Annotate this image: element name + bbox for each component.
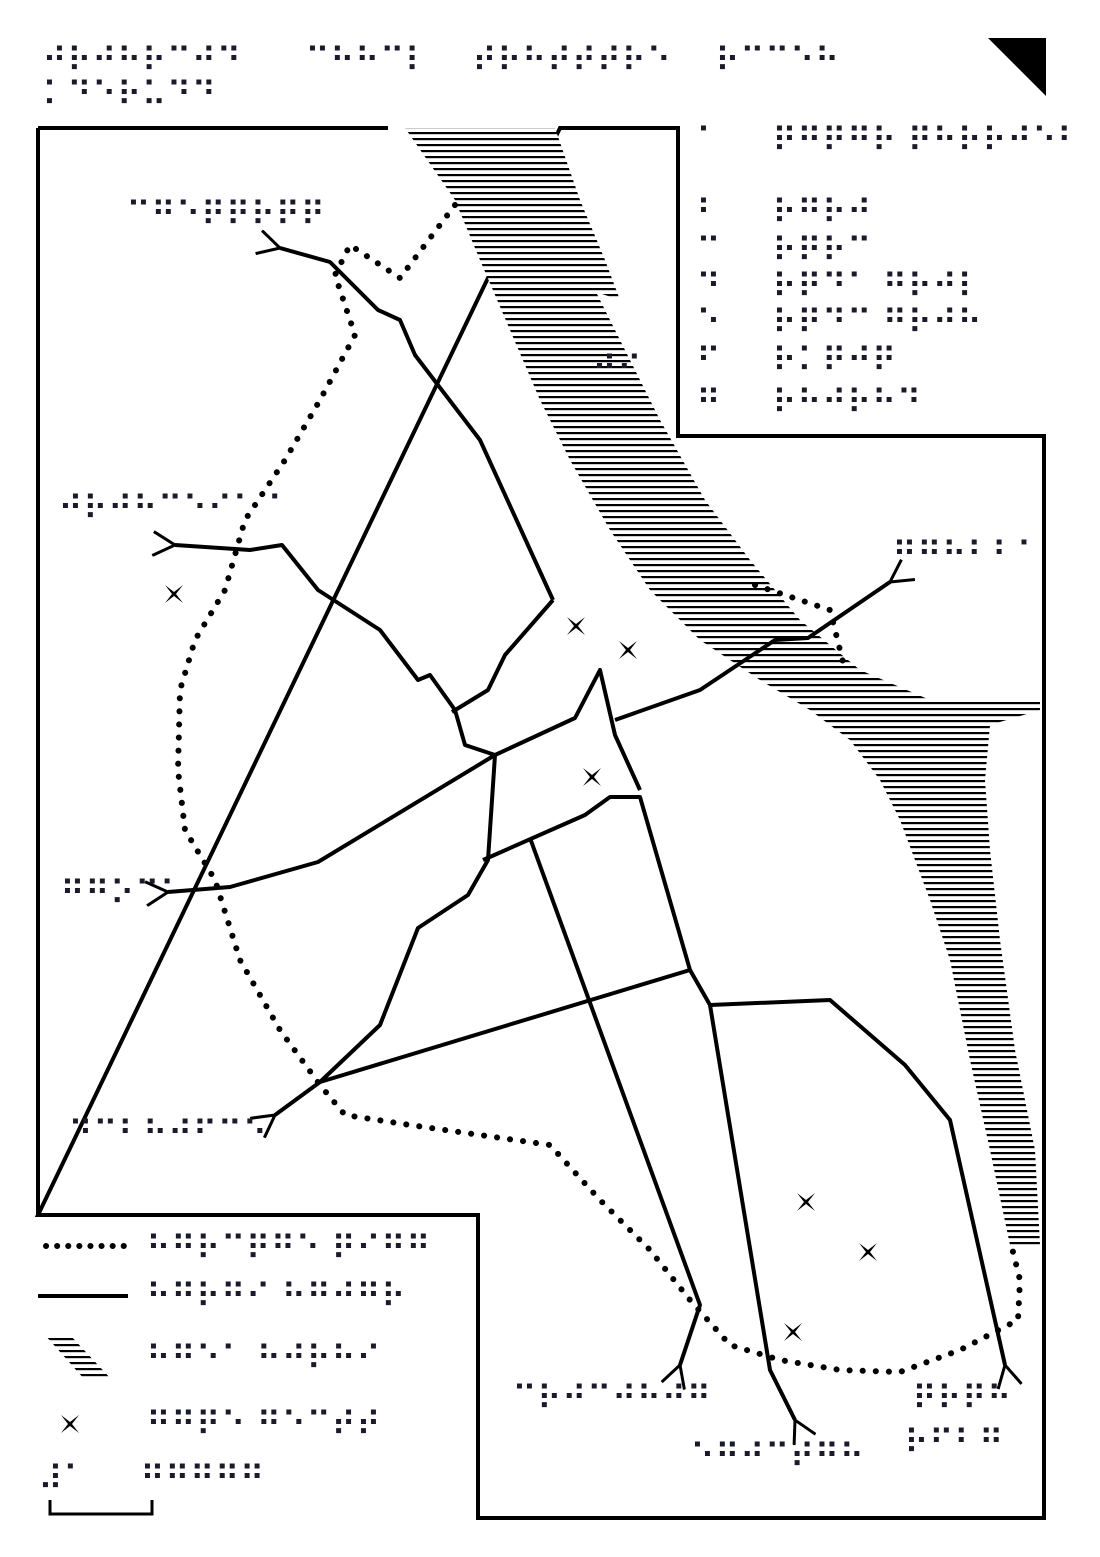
- road-label-south-east: ⠟⠗⠟⠓: [912, 1379, 1012, 1419]
- legend-scale-label: ⠼⠁: [38, 1459, 88, 1499]
- road-west-upper-line: [175, 545, 495, 755]
- key-prefix: ⠙: [696, 267, 721, 307]
- road-spur: [452, 600, 553, 712]
- landmark-icon: [784, 1323, 802, 1341]
- road-label-east: ⠛⠛⠓⠃⠃⠁: [892, 535, 1042, 575]
- key-prefix: ⠋: [696, 341, 721, 381]
- road-west-middle-line: [168, 755, 495, 892]
- key-text: ⠗⠓⠚⠗⠓⠙: [772, 383, 922, 423]
- legend-text: ⠓⠛⠗⠉⠟⠛⠑ ⠟⠊⠛⠛: [146, 1229, 431, 1269]
- landmark-icon: [567, 617, 585, 635]
- title-line-1: ⠚⠗⠚⠓⠗⠉⠚⠙: [42, 41, 242, 81]
- road-sw-diagonal: [320, 970, 690, 1082]
- title-line-1: ⠞⠗⠓⠞⠞⠞⠗⠑: [472, 41, 672, 81]
- road-label-west-middle: ⠛⠛⠕⠉⠁: [60, 874, 185, 914]
- title-line-1: ⠗⠉⠉⠑⠓: [715, 41, 840, 81]
- key-prefix: ⠃: [696, 193, 721, 233]
- legend: [38, 1229, 431, 1514]
- road-label-north-west: ⠉⠛⠑⠟⠟⠗⠟⠟: [126, 195, 326, 235]
- key-prefix: ⠁: [696, 121, 721, 161]
- river-label: ⠚⠊: [592, 349, 642, 389]
- landmark-icon: [859, 1243, 877, 1261]
- road-label-south: ⠉⠗⠚⠉⠚⠓⠚⠛: [512, 1379, 712, 1419]
- road-south-center-line: [710, 1005, 795, 1420]
- legend-river-symbol: [45, 1335, 112, 1380]
- key-text: ⠗⠟⠗⠉: [772, 231, 872, 271]
- landmark-icon: [797, 1193, 815, 1211]
- road-label-south-east: ⠗⠋⠃⠛: [904, 1423, 1004, 1463]
- key-text: ⠗⠛⠗⠚: [772, 193, 872, 233]
- road-south-east-line: [710, 1000, 1005, 1365]
- key-prefix: ⠑: [696, 303, 721, 343]
- key-prefix: ⠛: [696, 383, 721, 423]
- key-block: [696, 121, 1082, 423]
- landmarks: [165, 585, 877, 1341]
- legend-scale-bar: [50, 1500, 152, 1514]
- title-line-1: ⠉⠓⠓⠉⠇: [305, 41, 430, 81]
- landmark-icon: [583, 768, 601, 786]
- landmark-icon: [165, 585, 183, 603]
- key-text: ⠗⠟⠙⠁ ⠛⠗⠚⠇: [772, 267, 983, 307]
- road-label-south-west: ⠙⠉⠃⠓⠚⠋⠉⠑: [68, 1114, 268, 1154]
- road-label-south-center: ⠑⠛⠚⠉⠞⠛⠓: [690, 1437, 865, 1477]
- legend-text: ⠓⠛⠑⠁ ⠓⠚⠗⠓⠊: [146, 1339, 381, 1379]
- landmark-icon: [61, 1415, 79, 1433]
- key-text: ⠟⠛⠟⠛⠗ ⠟⠓⠗⠗⠚⠑⠃: [772, 121, 1082, 161]
- legend-text: ⠛⠛⠛⠛⠛: [140, 1459, 265, 1499]
- key-prefix: ⠉: [696, 231, 721, 271]
- orientation-corner-icon: [988, 38, 1046, 96]
- key-text: ⠗⠅⠟⠚⠟: [772, 341, 897, 381]
- landmark-icon: [619, 641, 637, 659]
- key-text: ⠗⠟⠙⠉ ⠛⠗⠚⠓: [772, 303, 983, 343]
- legend-text: ⠓⠛⠗⠛⠊ ⠓⠛⠚⠛⠗: [146, 1277, 406, 1317]
- road-label-west-upper: ⠚⠗⠚⠓⠉⠑⠊⠁⠈: [58, 489, 283, 529]
- title-line-2: ⠅⠙⠑⠗⠥⠙⠙: [42, 75, 217, 115]
- legend-text: ⠛⠛⠟⠑ ⠛⠑⠉⠞⠞: [146, 1405, 381, 1445]
